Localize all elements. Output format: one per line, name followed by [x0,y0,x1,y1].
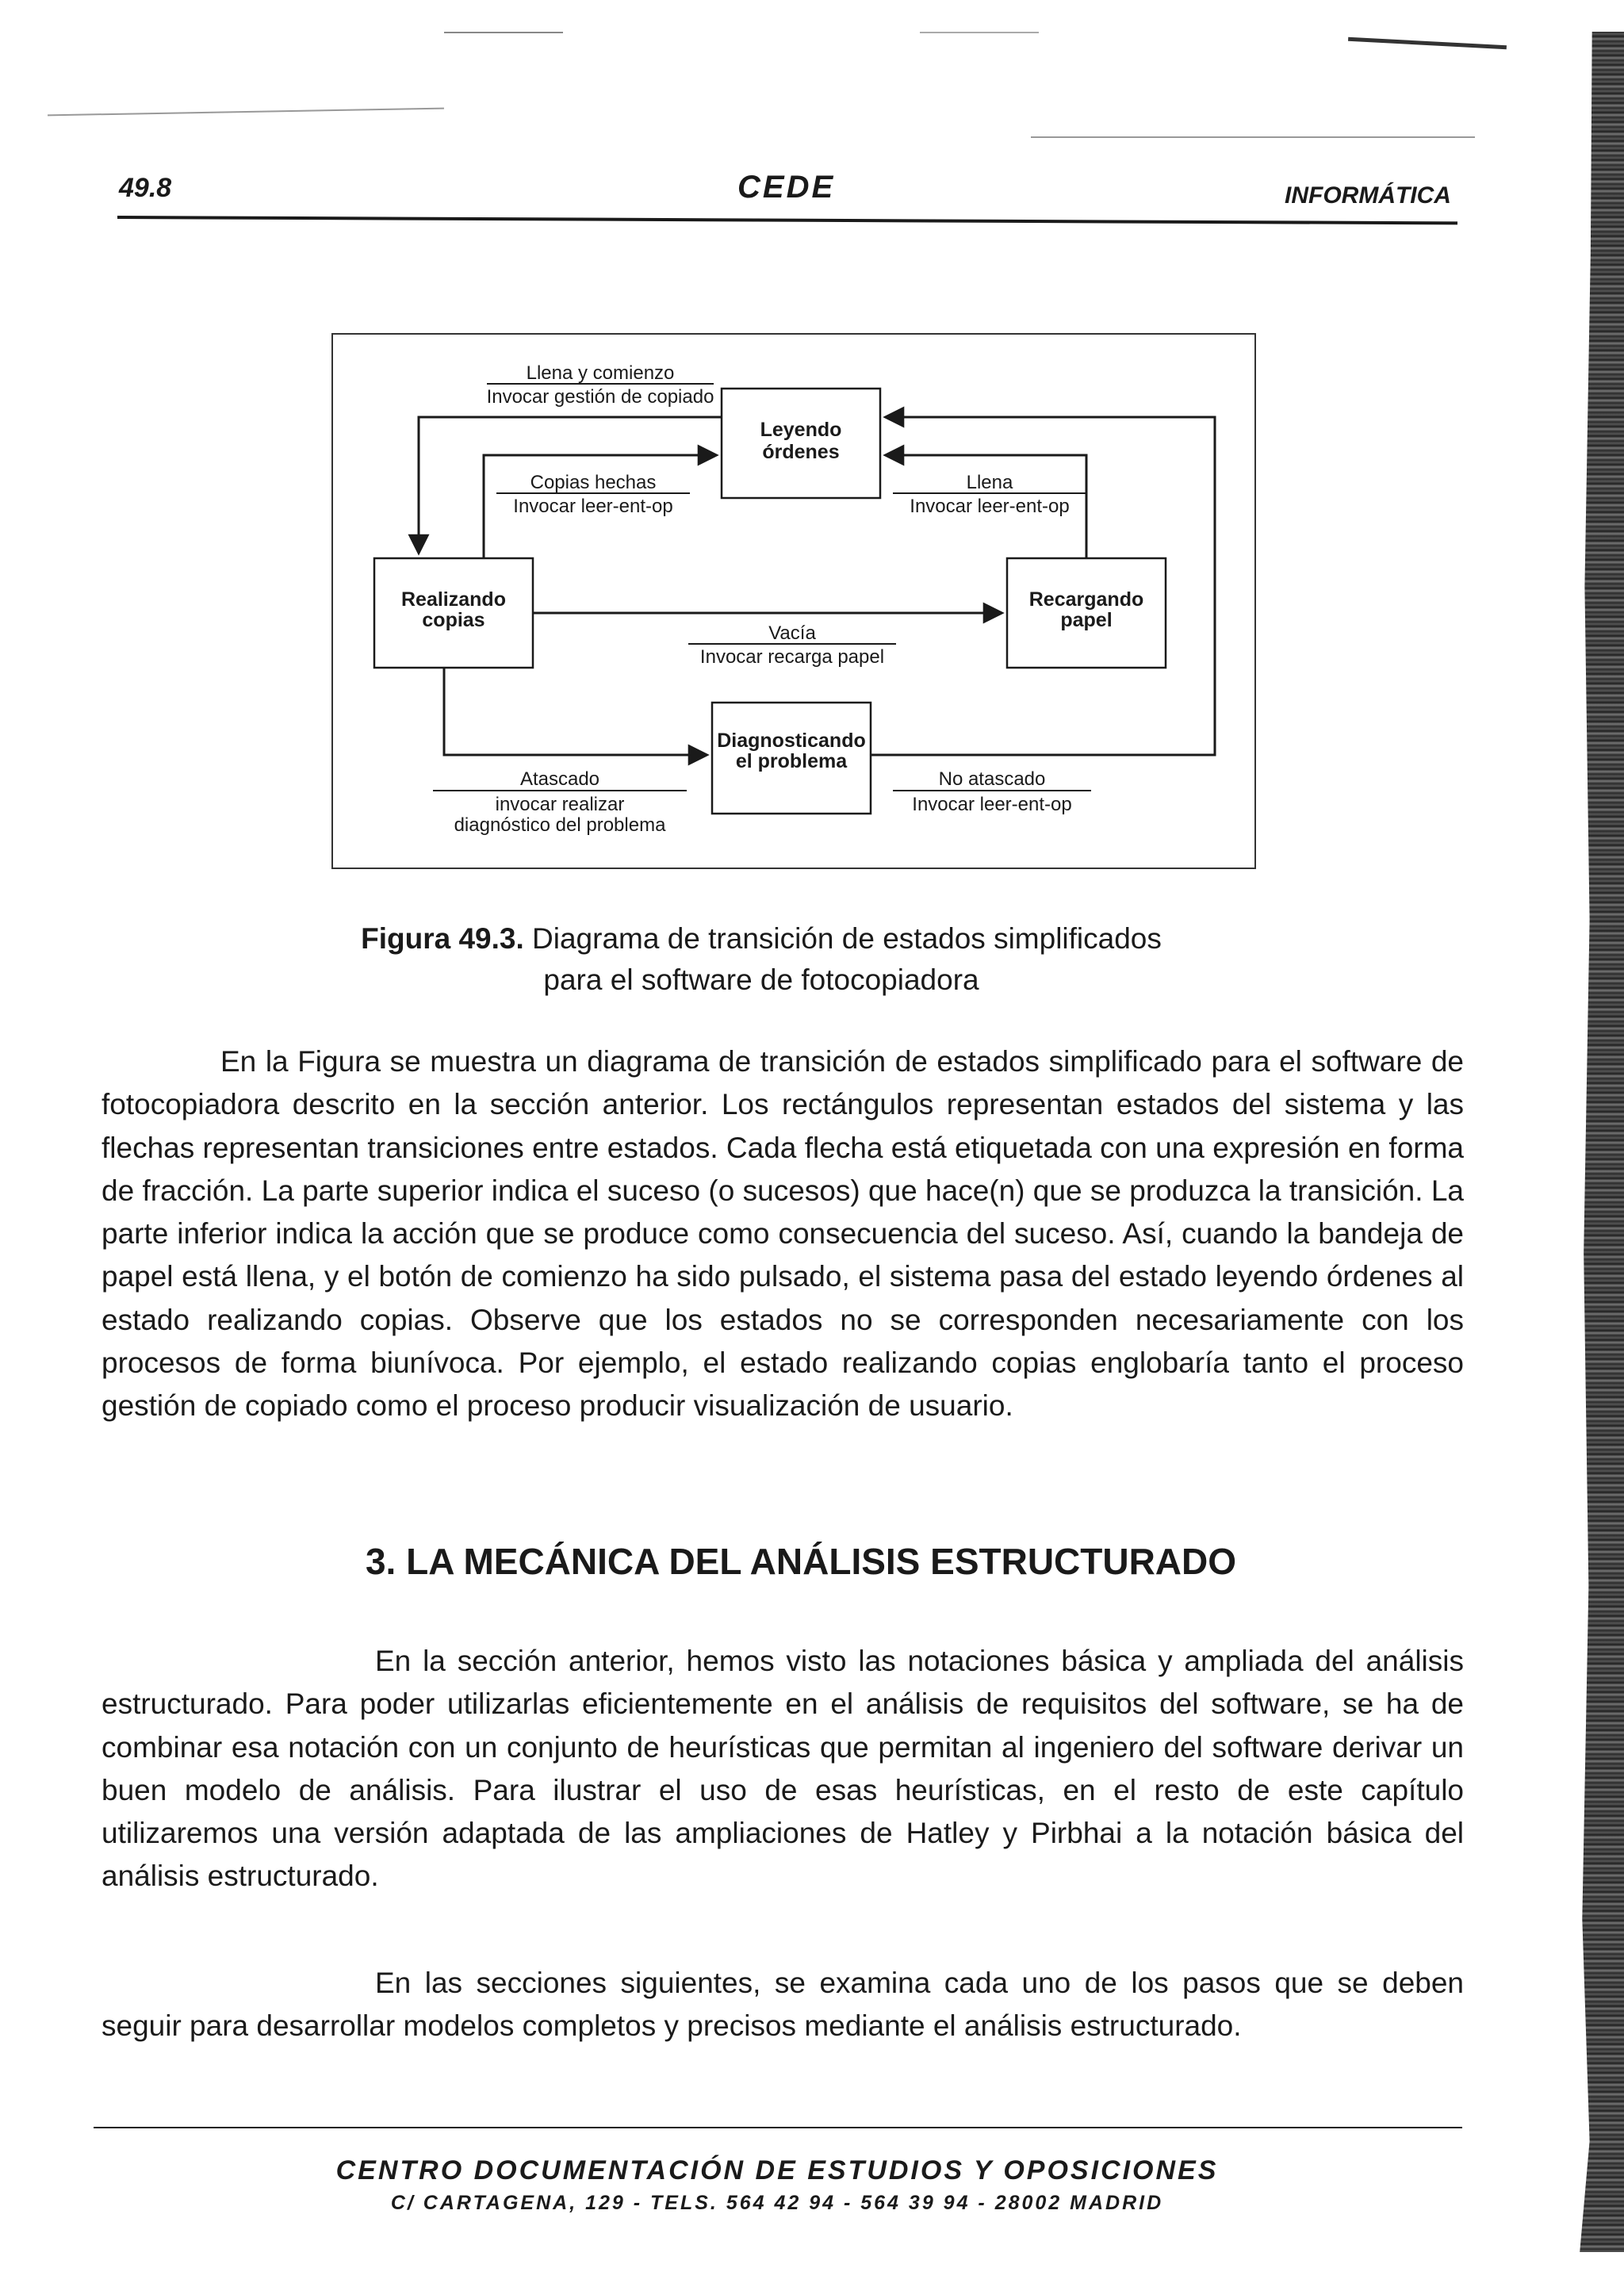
state-label: Recargando [1028,588,1144,611]
state-label: Diagnosticando [717,730,866,752]
scan-mark [48,108,444,117]
body-paragraph [102,1040,1464,1428]
transition-action: invocar realizar [495,794,625,815]
arrow-no-atascado [871,417,1215,755]
transition-action: Invocar gestión de copiado [486,386,714,408]
scan-mark [444,32,563,33]
paragraph-text: En las secciones siguientes, se examina cada uno de los pasos que se deben seguir para desarrollar modelos completos y precisos mediante el análisis estructurado. [102,1967,1464,2043]
state-label: papel [1060,609,1113,631]
transition-event: Vacía [768,622,816,644]
footer-rule [94,2127,1462,2128]
section-name: INFORMÁTICA [1285,182,1451,209]
figure-caption [238,918,1285,1001]
diagram-canvas [333,335,1254,868]
transition-action: Invocar leer-ent-op [910,496,1070,517]
footer-address: C/ CARTAGENA, 129 - TELS. 564 42 94 - 564 39 94 - 28002 MADRID [390,2192,1164,2214]
state-transition-diagram [331,333,1256,869]
transition-event: Llena y comienzo [526,362,675,384]
scan-edge-shadow [1575,32,1624,2252]
publisher-logo: CEDE [737,170,836,205]
paragraph-text: En la sección anterior, hemos visto las notaciones básica y ampliada del análisis estructurado. Para poder utilizarlas eficientemente en el análisis de requisitos del software, se ha de combinar esa notación con un conjunto de heurísticas que permitan al ingeniero del software derivar un buen modelo de análisis. Para ilustrar el uso de esas heurísticas, en el resto de este capítulo utilizaremos una versión adaptada de las ampliaciones de Hatley y Pirbhai a la notación básica del análisis estructurado. [102,1645,1464,1893]
transition-event: Llena [966,472,1013,493]
transition-event: Atascado [519,768,600,790]
transition-event: Copias hechas [530,472,657,493]
scan-mark [1031,136,1475,138]
arrow-atascado [444,668,707,755]
scan-mark [920,32,1039,33]
caption-label: Figura 49.3. [361,922,524,955]
state-label: Leyendo [760,419,842,441]
caption-text: para el software de fotocopiadora [543,963,979,996]
body-paragraph [102,1962,1464,2048]
body-paragraph [102,1640,1464,1898]
page-number: 49.8 [119,173,172,203]
footer-title: CENTRO DOCUMENTACIÓN DE ESTUDIOS Y OPOSICIONES [335,2155,1219,2185]
header-rule [117,216,1457,224]
transition-action: Invocar recarga papel [699,646,885,668]
transition-action: Invocar leer-ent-op [912,794,1072,815]
state-label: copias [422,609,485,631]
caption-text: Diagrama de transición de estados simplificados [523,922,1162,955]
state-label: órdenes [762,441,840,463]
state-label: el problema [735,750,848,772]
transition-action: Invocar leer-ent-op [513,496,673,517]
section-heading: 3. LA MECÁNICA DEL ANÁLISIS ESTRUCTURADO [365,1541,1237,1582]
scan-mark [1348,37,1507,49]
transition-event: No atascado [938,768,1046,790]
transition-action: diagnóstico del problema [454,814,666,836]
state-label: Realizando [401,588,506,611]
paragraph-text: En la Figura se muestra un diagrama de transición de estados simplificado para el software de fotocopiadora descrito en la sección anterior. Los rectángulos representan estados del sistema y las flechas representan transiciones entre estados. Cada flecha está etiquetada con una expresión en forma de fracción. La parte superior indica el suceso (o sucesos) que hace(n) que se produzca la transición. La parte inferior indica la acción que se produce como consecuencia del suceso. Así, cuando la bandeja de papel está llena, y el botón de comienzo ha sido pulsado, el sistema pasa del estado leyendo órdenes al estado realizando copias. Observe que los estados no se corresponden necesariamente con los procesos de forma biunívoca. Por ejemplo, el estado realizando copias englobaría tanto el proceso gestión de copiado como el proceso producir visualización de usuario. [102,1045,1464,1423]
